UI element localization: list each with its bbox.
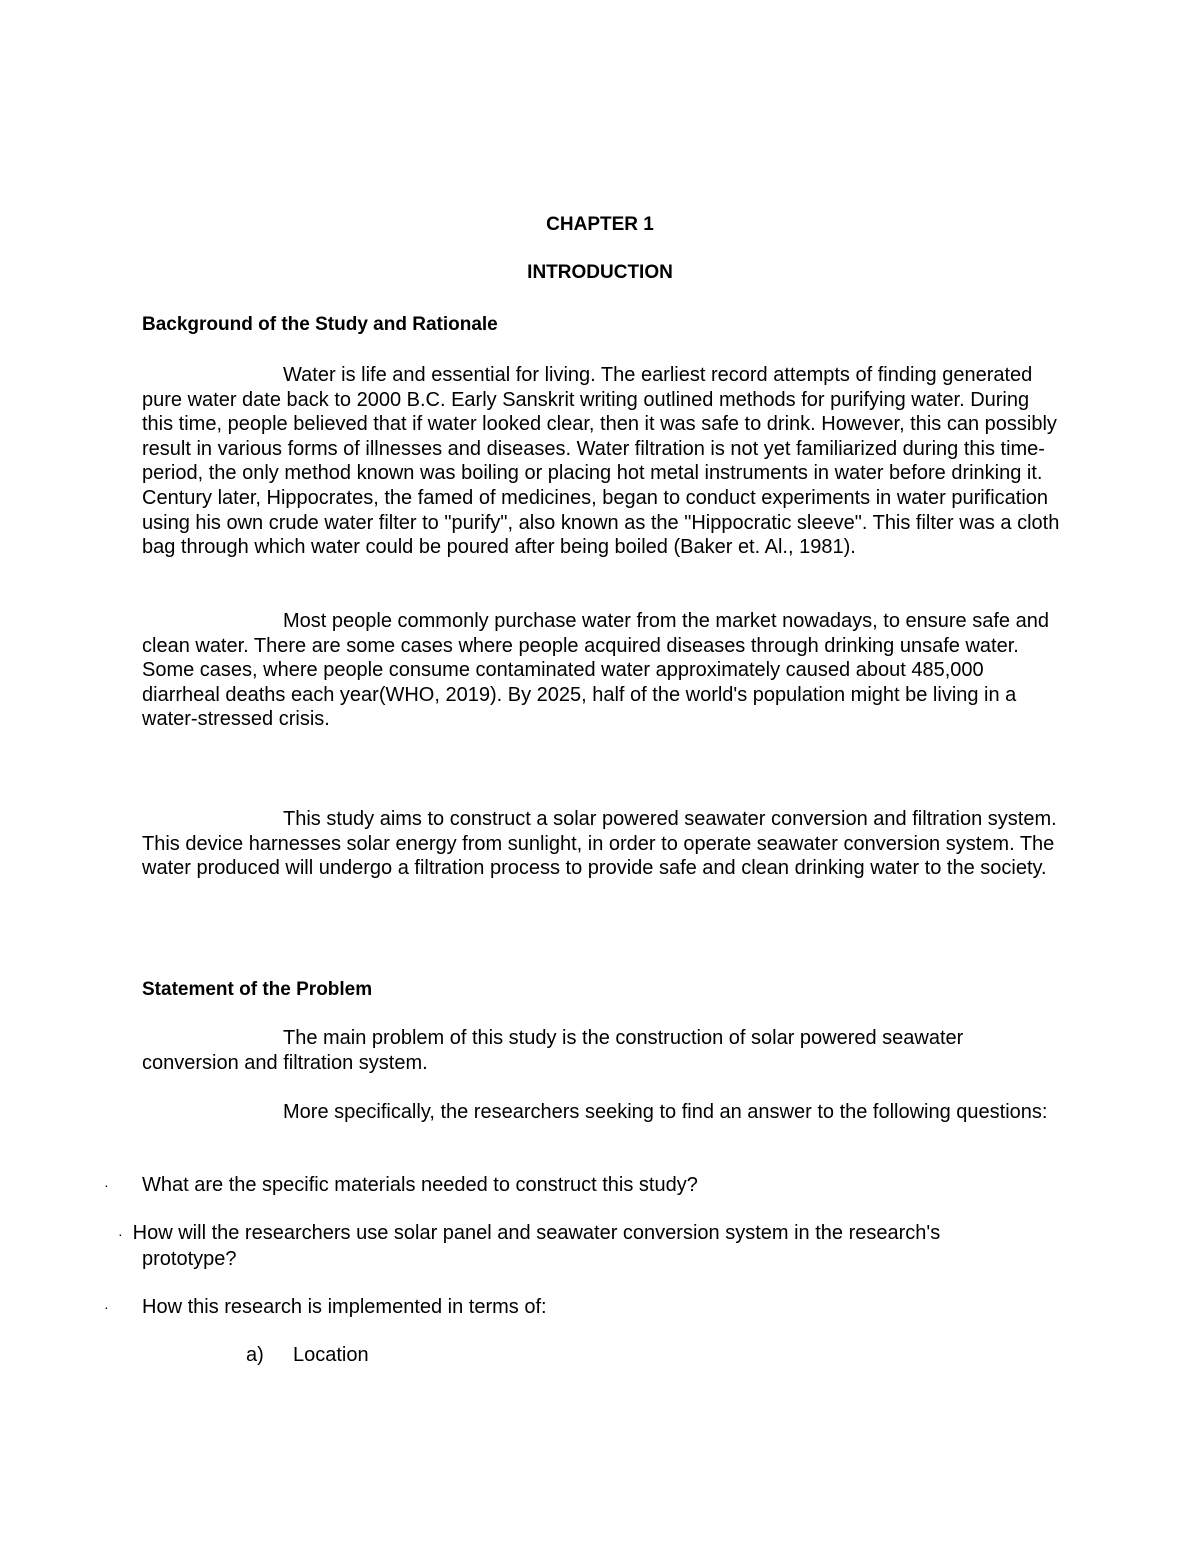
bullet-icon: · — [104, 1177, 109, 1193]
problem-paragraph-1: The main problem of this study is the construction of solar powered seawater conversion and filtration system. — [142, 1027, 964, 1074]
question-item — [104, 1221, 1034, 1271]
background-paragraph-1: Water is life and essential for living. The earliest record attempts of finding generated pure water date back to 2000 B.C. Early Sanskrit writing outlined methods for purifying water. During this time, people believed that if water looked clear, then it was safe to drink. However, this can possibly result in various forms of illnesses and diseases. Water filtration is not yet familiarized during this time-period, the only method known was boiling or placing hot metal instruments in water before drinking it. Century later, Hippocrates, the famed of medicines, began to conduct experiments in water purification using his own crude water filter to "purify", also known as the "Hippocratic sleeve". This filter was a cloth bag through which water could be poured after being boiled (Baker et. Al., 1981). — [142, 364, 1060, 559]
background-heading: Background of the Study and Rationale — [142, 314, 498, 335]
sub-list-item — [246, 1343, 369, 1368]
introduction-title: INTRODUCTION — [527, 262, 673, 283]
background-paragraph-3: This study aims to construct a solar powered seawater conversion and filtration system. This device harnesses solar energy from sunlight, in order to operate seawater conversion system. The water produced will undergo a filtration process to provide safe and clean drinking water to the society. — [142, 808, 1057, 880]
question-text: How will the researchers use solar panel and seawater conversion system in the research's prototype? — [132, 1222, 941, 1270]
problem-paragraph-2: More specifically, the researchers seeking to find an answer to the following questions: — [283, 1101, 1048, 1123]
background-paragraph-2: Most people commonly purchase water from the market nowadays, to ensure safe and clean water. There are some cases where people acquired diseases through drinking unsafe water. Some cases, where people consume contaminated water approximately caused about 485,000 diarrheal deaths each year(WHO, 2019). By 2025, half of the world's population might be living in a water-stressed crisis. — [142, 610, 1049, 731]
sub-list-text: Location — [293, 1344, 369, 1366]
problem-heading: Statement of the Problem — [142, 979, 373, 1000]
bullet-icon: · — [104, 1299, 109, 1315]
sub-list-marker: a) — [246, 1344, 264, 1366]
question-text: What are the specific materials needed to construct this study? — [142, 1174, 698, 1196]
bullet-icon: · — [118, 1226, 123, 1242]
question-text: How this research is implemented in terms of: — [142, 1296, 547, 1318]
chapter-heading: CHAPTER 1 — [546, 214, 654, 235]
